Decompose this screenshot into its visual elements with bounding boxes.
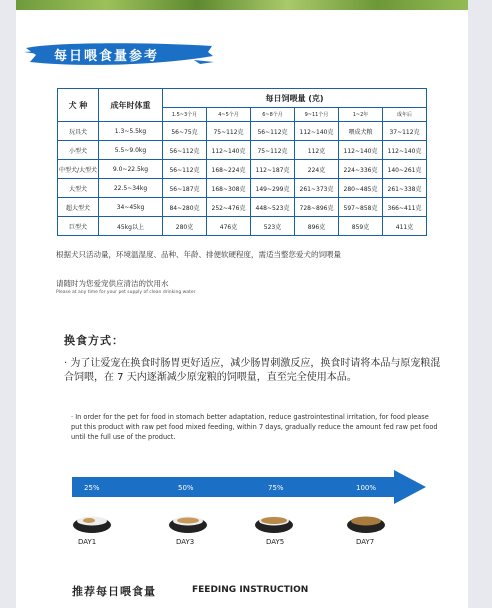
- food-bowl-icon: [346, 514, 386, 534]
- feeding-instruction-heading: 推荐每日喂食量: [72, 585, 156, 598]
- food-bowl-icon: [72, 514, 112, 534]
- amount-cell: 喂成犬粮: [339, 122, 383, 141]
- day-label: DAY5: [266, 538, 285, 546]
- breed-cell: 玩具犬: [58, 122, 99, 141]
- amount-cell: 112~140克: [383, 141, 427, 160]
- table-row: [58, 217, 427, 236]
- table-row: [58, 198, 427, 217]
- header-amount: 每日饲喂量 (克): [163, 89, 427, 108]
- grass-header-image: [16, 0, 468, 10]
- breed-cell: 小型犬: [58, 141, 99, 160]
- amount-cell: 411克: [383, 217, 427, 236]
- table-row: [58, 141, 427, 160]
- feeding-note: 根据犬只活动量，环境温湿度、品种、年龄、排便软硬程度，需适当整您爱犬的饲喂量: [56, 250, 341, 259]
- amount-cell: 112~187克: [251, 160, 295, 179]
- feeding-table: [57, 88, 427, 236]
- amount-cell: 168~224克: [207, 160, 251, 179]
- table-row: [58, 179, 427, 198]
- weight-cell: 34~45kg: [99, 198, 163, 217]
- amount-cell: 366~411克: [383, 198, 427, 217]
- weight-cell: 45kg以上: [99, 217, 163, 236]
- progress-percent: 25%: [84, 484, 100, 492]
- amount-cell: 56~75克: [163, 122, 207, 141]
- header-month: 6~8个月: [251, 108, 295, 122]
- water-note-en: Please at any time for your pet supply of clean drinking water: [56, 290, 196, 295]
- weight-cell: 5.5~9.0kg: [99, 141, 163, 160]
- switch-food-text-cn: · 为了让爱宠在换食时肠胃更好适应，减少肠胃刺激反应，换食时请将本品与原宠粮混合饲喂，在 7 天内逐渐减少原宠粮的饲喂量，直至完全使用本品。: [64, 358, 441, 383]
- amount-cell: 896克: [295, 217, 339, 236]
- amount-cell: 252~476克: [207, 198, 251, 217]
- amount-cell: 597~858克: [339, 198, 383, 217]
- amount-cell: 37~112克: [383, 122, 427, 141]
- header-weight: 成年时体重: [99, 89, 163, 122]
- product-page: [16, 0, 468, 608]
- table-row: [58, 160, 427, 179]
- amount-cell: 523克: [251, 217, 295, 236]
- breed-cell: 超大型犬: [58, 198, 99, 217]
- water-note-cn: 请随时为您爱宠供应清洁的饮用水: [56, 279, 169, 288]
- amount-cell: 56~112克: [251, 122, 295, 141]
- amount-cell: 280~485克: [339, 179, 383, 198]
- breed-cell: 巨型犬: [58, 217, 99, 236]
- amount-cell: 56~112克: [163, 160, 207, 179]
- amount-cell: 75~112克: [207, 122, 251, 141]
- table-row: [58, 122, 427, 141]
- amount-cell: 168~308克: [207, 179, 251, 198]
- header-month: 9~11个月: [295, 108, 339, 122]
- amount-cell: 261~338克: [383, 179, 427, 198]
- amount-cell: 112克: [295, 141, 339, 160]
- banner-title: 每日喂食量参考: [54, 49, 160, 64]
- amount-cell: 56~112克: [163, 141, 207, 160]
- day-label: DAY3: [176, 538, 195, 546]
- weight-cell: 22.5~34kg: [99, 179, 163, 198]
- amount-cell: 280克: [163, 217, 207, 236]
- amount-cell: 56~187克: [163, 179, 207, 198]
- daily-feeding-banner: [24, 40, 214, 68]
- progress-percent: 75%: [268, 484, 284, 492]
- amount-cell: 112~140克: [339, 141, 383, 160]
- amount-cell: 112~140克: [207, 141, 251, 160]
- amount-cell: 859克: [339, 217, 383, 236]
- amount-cell: 112~140克: [295, 122, 339, 141]
- feeding-instruction-heading-en: FEEDING INSTRUCTION: [192, 585, 309, 595]
- header-month: 4~5个月: [207, 108, 251, 122]
- weight-cell: 9.0~22.5kg: [99, 160, 163, 179]
- amount-cell: 140~261克: [383, 160, 427, 179]
- progress-percent: 50%: [178, 484, 194, 492]
- food-bowl-icon: [254, 514, 294, 534]
- weight-cell: 1.3~5.5kg: [99, 122, 163, 141]
- amount-cell: 224克: [295, 160, 339, 179]
- header-month: 成年后: [383, 108, 427, 122]
- day-label: DAY7: [356, 538, 375, 546]
- switch-food-heading: 换食方式：: [64, 334, 124, 347]
- amount-cell: 448~523克: [251, 198, 295, 217]
- header-breed: 犬 种: [58, 89, 99, 122]
- header-month: 1~2年: [339, 108, 383, 122]
- progress-percent: 100%: [356, 484, 377, 492]
- header-month: 1.5~3个月: [163, 108, 207, 122]
- breed-cell: 中型犬/大型犬: [58, 160, 99, 179]
- amount-cell: 728~896克: [295, 198, 339, 217]
- amount-cell: 261~373克: [295, 179, 339, 198]
- breed-cell: 大型犬: [58, 179, 99, 198]
- food-bowl-icon: [168, 514, 208, 534]
- amount-cell: 476克: [207, 217, 251, 236]
- day-label: DAY1: [78, 538, 97, 546]
- switch-food-text-en: · In order for the pet for food in stomach better adaptation, reduce gastrointestinal irritation, for food please put this product with raw pet food mixed feeding, within 7 days, gradually reduce the amount fed raw pet food until the full use of the product.: [71, 413, 438, 441]
- amount-cell: 84~280克: [163, 198, 207, 217]
- amount-cell: 224~336克: [339, 160, 383, 179]
- amount-cell: 149~299克: [251, 179, 295, 198]
- amount-cell: 75~112克: [251, 141, 295, 160]
